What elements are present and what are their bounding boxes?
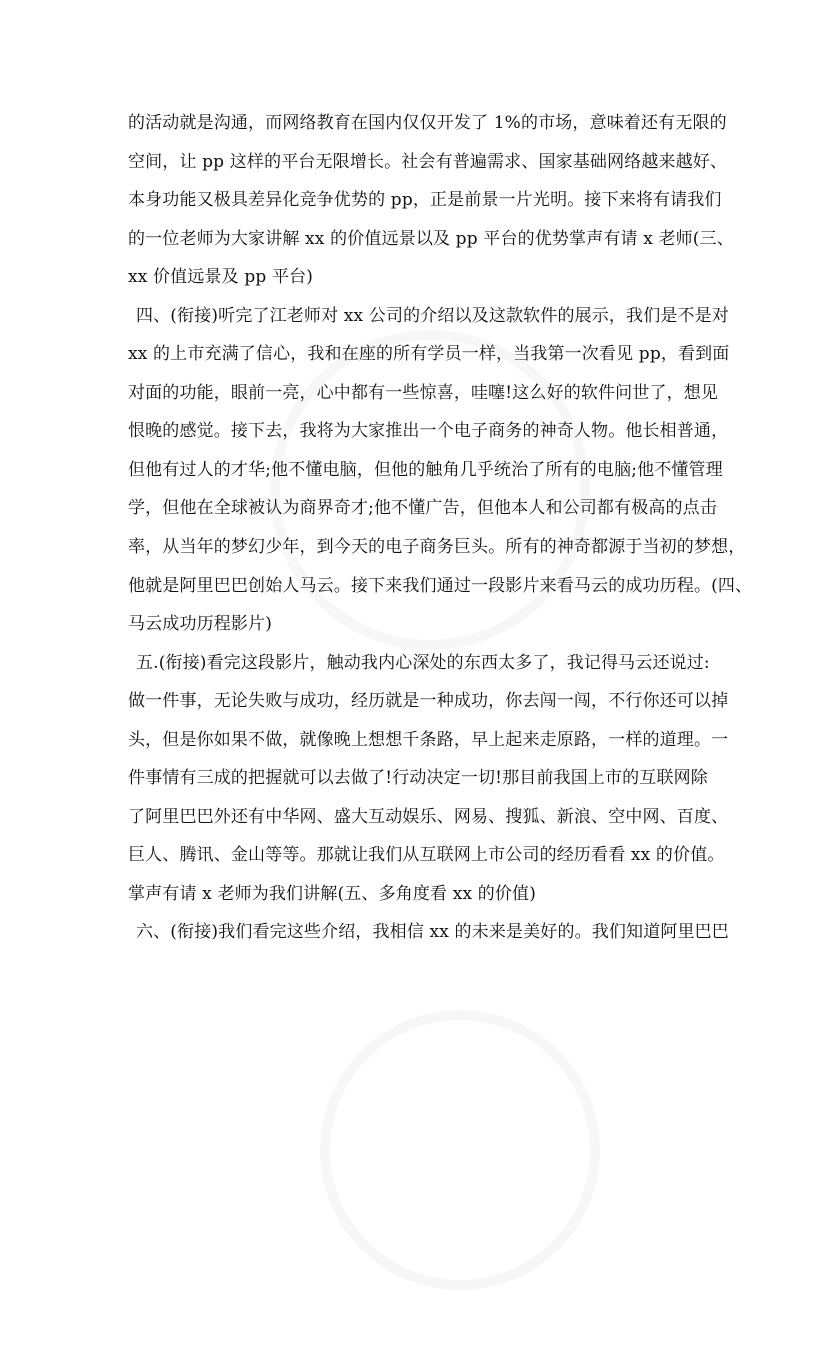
text-line: 做一件事，无论失败与成功，经历就是一种成功，你去闯一闯，不行你还可以掉 <box>128 691 729 712</box>
text-line: 但他有过人的才华;他不懂电脑，但他的触角几乎统治了所有的电脑;他不懂管理 <box>128 459 723 480</box>
text-line: 巨人、腾讯、金山等等。那就让我们从互联网上市公司的经历看看 xx 的价值。 <box>128 845 725 866</box>
paragraph-start-five: 五.(衔接)看完这段影片，触动我内心深处的东西太多了，我记得马云还说过: <box>136 652 710 673</box>
text-line: 率，从当年的梦幻少年，到今天的电子商务巨头。所有的神奇都源于当初的梦想， <box>128 537 746 558</box>
paragraph-start-four: 四、(衔接)听完了江老师对 xx 公司的介绍以及这款软件的展示，我们是不是对 <box>136 305 729 326</box>
text-line: 头，但是你如果不做，就像晚上想想千条路，早上起来走原路，一样的道理。一 <box>128 729 729 750</box>
text-line: xx 价值远景及 pp 平台) <box>128 267 314 288</box>
text-line: 的活动就是沟通，而网络教育在国内仅仅开发了 1%的市场，意味着还有无限的 <box>128 113 727 133</box>
watermark-seal-lower <box>265 955 655 1345</box>
text-line: 的一位老师为大家讲解 xx 的价值远景以及 pp 平台的优势掌声有请 x 老师(三、 <box>128 228 734 249</box>
text-line: xx 的上市充满了信心，我和在座的所有学员一样，当我第一次看见 pp，看到面 <box>128 344 730 365</box>
document-body <box>128 104 753 952</box>
text-line: 他就是阿里巴巴创始人马云。接下来我们通过一段影片来看马云的成功历程。(四、 <box>128 575 753 596</box>
text-line: 对面的功能，眼前一亮，心中都有一些惊喜，哇噻!这么好的软件问世了，想见 <box>128 382 719 403</box>
text-line: 掌声有请 x 老师为我们讲解(五、多角度看 xx 的价值) <box>128 883 536 904</box>
text-line: 了阿里巴巴外还有中华网、盛大互动娱乐、网易、搜狐、新浪、空中网、百度、 <box>128 806 729 827</box>
text-line: 恨晚的感觉。接下去，我将为大家推出一个电子商务的神奇人物。他长相普通， <box>128 421 729 442</box>
text-line: 件事情有三成的把握就可以去做了!行动决定一切!那目前我国上市的互联网除 <box>128 768 708 789</box>
text-line: 学，但他在全球被认为商界奇才;他不懂广告，但他本人和公司都有极高的点击 <box>128 498 717 519</box>
text-line: 本身功能又极具差异化竞争优势的 pp，正是前景一片光明。接下来将有请我们 <box>128 190 722 211</box>
text-line: 马云成功历程影片) <box>128 614 272 635</box>
text-line: 空间，让 pp 这样的平台无限增长。社会有普遍需求、国家基础网络越来越好、 <box>128 151 728 172</box>
paragraph-start-six: 六、(衔接)我们看完这些介绍，我相信 xx 的未来是美好的。我们知道阿里巴巴 <box>136 922 729 943</box>
